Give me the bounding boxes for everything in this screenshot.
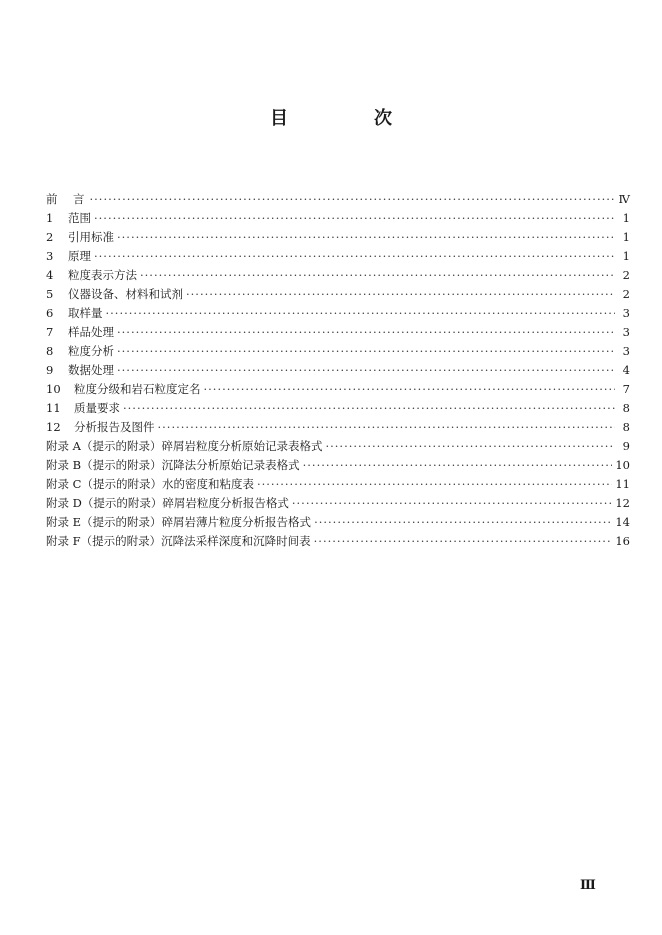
toc-section-number: 5 (46, 287, 54, 301)
toc-entry-title: 粒度表示方法 (68, 268, 137, 282)
toc-section-number: 6 (46, 306, 54, 320)
toc-entry-title: 碎屑岩薄片粒度分析报告格式 (161, 515, 312, 529)
toc-page-number: 3 (622, 306, 630, 320)
appendix-label: 附录 B（提示的附录） (46, 458, 162, 472)
dot-leader (90, 190, 616, 209)
toc-entry-title: 范围 (68, 211, 91, 225)
toc-page-number: 1 (622, 249, 630, 263)
dot-leader (94, 209, 615, 228)
toc-entry-title: 分析报告及图件 (74, 420, 155, 434)
toc-entry[interactable] (46, 418, 630, 437)
toc-entry-title: 碎屑岩粒度分析原始记录表格式 (161, 439, 323, 453)
toc-section-number: 9 (46, 363, 54, 377)
toc-entry-title: 粒度分级和岩石粒度定名 (74, 382, 201, 396)
toc-entry-title: 样品处理 (68, 325, 114, 339)
toc-entry-title: 沉降法分析原始记录表格式 (161, 458, 300, 472)
toc-section-number: 2 (46, 230, 54, 244)
dot-leader (314, 513, 612, 532)
dot-leader (303, 456, 613, 475)
toc-entry[interactable] (46, 304, 630, 323)
dot-leader (140, 266, 615, 285)
dot-leader (117, 228, 615, 247)
toc-appendix-entry[interactable] (46, 475, 630, 494)
table-of-contents (46, 190, 630, 551)
appendix-label: 附录 F（提示的附录） (46, 534, 162, 548)
toc-appendix-entry[interactable] (46, 437, 630, 456)
toc-page-number: 2 (622, 268, 630, 282)
dot-leader (325, 437, 615, 456)
dot-leader (158, 418, 616, 437)
toc-section-number: 3 (46, 249, 54, 263)
toc-page-number: 8 (622, 420, 630, 434)
appendix-label: 附录 E（提示的附录） (46, 515, 162, 529)
dot-leader (292, 494, 612, 513)
toc-entry-title: 前 言 (46, 192, 87, 206)
toc-page-number: 12 (615, 496, 630, 510)
toc-page-number: 3 (622, 344, 630, 358)
toc-entry[interactable] (46, 266, 630, 285)
toc-appendix-entry[interactable] (46, 456, 630, 475)
toc-page-number: 7 (622, 382, 630, 396)
toc-page-number: 1 (622, 211, 630, 225)
toc-appendix-entry[interactable] (46, 494, 630, 513)
toc-section-number: 8 (46, 344, 54, 358)
toc-entry-title: 质量要求 (74, 401, 120, 415)
toc-entry[interactable] (46, 399, 630, 418)
toc-section-number: 11 (46, 401, 61, 415)
toc-page-number: 16 (615, 534, 630, 548)
toc-section-number: 12 (46, 420, 61, 434)
appendix-label: 附录 C（提示的附录） (46, 477, 162, 491)
toc-entry-title: 数据处理 (68, 363, 114, 377)
toc-entry-title: 水的密度和粘度表 (161, 477, 254, 491)
toc-entry-foreword[interactable] (46, 190, 630, 209)
toc-page-number: 1 (622, 230, 630, 244)
toc-entry[interactable] (46, 209, 630, 228)
toc-page-number: 11 (615, 477, 630, 491)
dot-leader (123, 399, 615, 418)
toc-entry[interactable] (46, 361, 630, 380)
toc-section-number: 1 (46, 211, 54, 225)
toc-appendix-entry[interactable] (46, 513, 630, 532)
dot-leader (94, 247, 615, 266)
toc-entry-title: 仪器设备、材料和试剂 (68, 287, 183, 301)
toc-page-number: 8 (622, 401, 630, 415)
toc-entry-title: 碎屑岩粒度分析报告格式 (162, 496, 289, 510)
dot-leader (257, 475, 612, 494)
toc-page-number: 3 (622, 325, 630, 339)
toc-section-number: 10 (46, 382, 61, 396)
dot-leader (117, 361, 615, 380)
dot-leader (186, 285, 615, 304)
dot-leader (314, 532, 613, 551)
toc-page-number: 9 (622, 439, 630, 453)
toc-entry[interactable] (46, 285, 630, 304)
toc-entry[interactable] (46, 323, 630, 342)
appendix-label: 附录 D（提示的附录） (46, 496, 163, 510)
toc-entry-title: 引用标准 (68, 230, 114, 244)
toc-entry[interactable] (46, 247, 630, 266)
dot-leader (117, 323, 615, 342)
dot-leader (106, 304, 616, 323)
toc-section-number: 4 (46, 268, 54, 282)
toc-entry[interactable] (46, 380, 630, 399)
toc-page-number: Ⅳ (618, 192, 630, 206)
page-title: 目 次 (270, 108, 426, 129)
toc-entry[interactable] (46, 228, 630, 247)
toc-entry-title: 沉降法采样深度和沉降时间表 (161, 534, 311, 548)
toc-entry[interactable] (46, 342, 630, 361)
toc-page-number: 4 (622, 363, 630, 377)
toc-entry-title: 取样量 (68, 306, 103, 320)
appendix-label: 附录 A（提示的附录） (46, 439, 162, 453)
toc-entry-title: 原理 (68, 249, 91, 263)
toc-section-number: 7 (46, 325, 54, 339)
dot-leader (204, 380, 616, 399)
toc-page-number: 14 (615, 515, 630, 529)
toc-entry-title: 粒度分析 (68, 344, 114, 358)
toc-page-number: 2 (622, 287, 630, 301)
page-number: Ⅲ (580, 878, 596, 893)
dot-leader (117, 342, 615, 361)
toc-page-number: 10 (615, 458, 630, 472)
toc-appendix-entry[interactable] (46, 532, 630, 551)
